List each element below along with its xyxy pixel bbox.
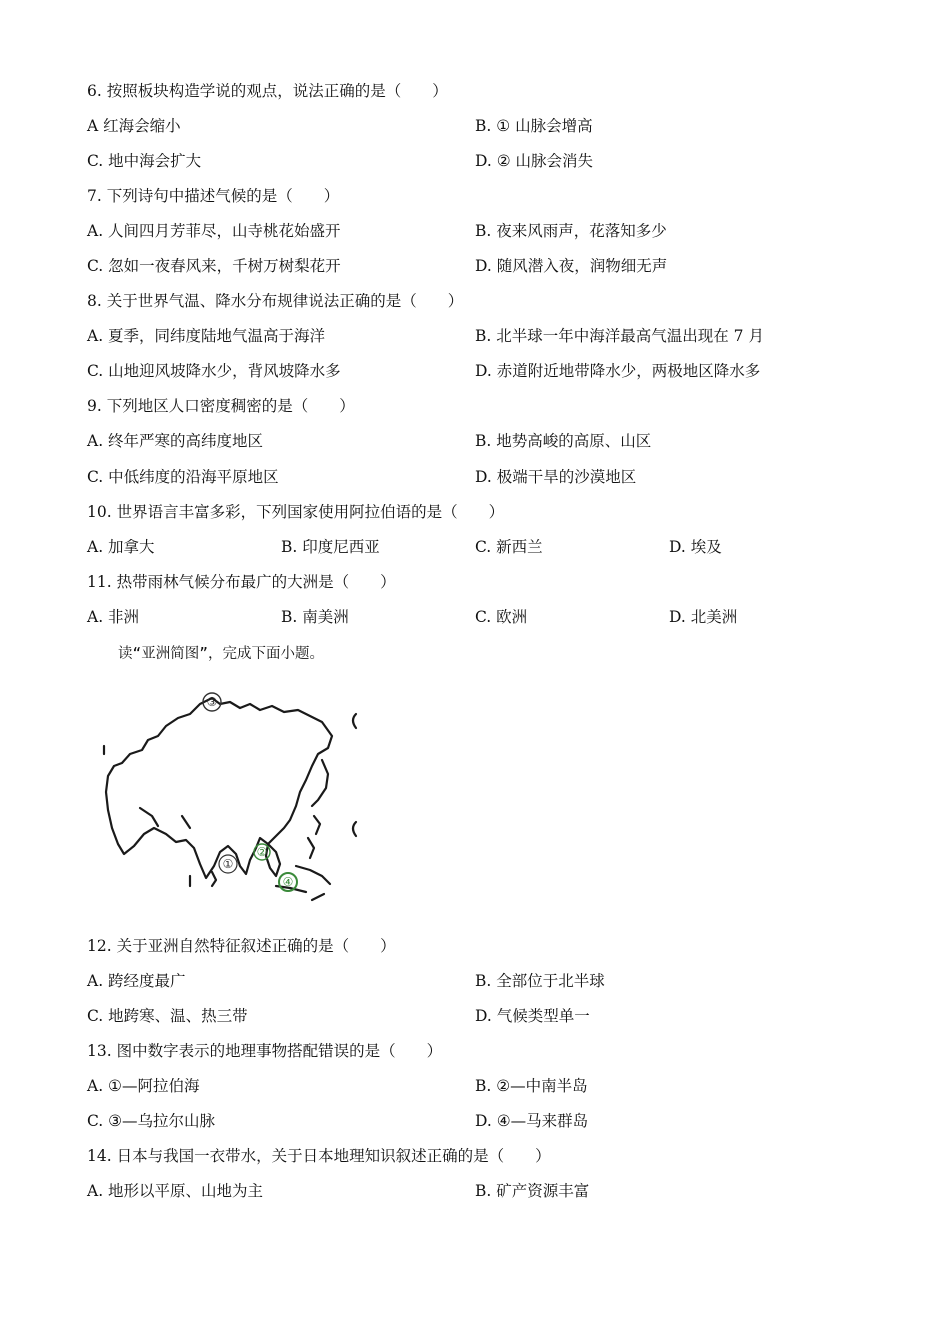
question-12-option-d: D. 气候类型单一: [475, 1007, 590, 1025]
question-8-option-d: D. 赤道附近地带降水少，两极地区降水多: [475, 362, 761, 380]
coast-notch-2: [182, 816, 190, 828]
question-7-option-d: D. 随风潜入夜，润物细无声: [475, 257, 668, 275]
question-9-stem: 9. 下列地区人口密度稠密的是（ ）: [87, 397, 355, 415]
question-7-option-a: A. 人间四月芳菲尽，山寺桃花始盛开: [87, 222, 341, 240]
question-14-option-a: A. 地形以平原、山地为主: [87, 1182, 264, 1200]
marker-2-label: ②: [256, 845, 268, 859]
question-13-option-a: A. ①—阿拉伯海: [87, 1077, 200, 1095]
question-8-option-b: B. 北半球一年中海洋最高气温出现在 7 月: [475, 327, 764, 345]
marker-1-label: ①: [222, 857, 234, 871]
question-10-option-a: A. 加拿大: [87, 538, 155, 556]
peninsula-outline: [266, 844, 280, 876]
question-13-stem: 13. 图中数字表示的地理事物搭配错误的是（ ）: [87, 1042, 443, 1060]
asia-sketch-map: [100, 688, 362, 912]
question-12-option-b: B. 全部位于北半球: [475, 972, 605, 990]
question-6-stem: 6. 按照板块构造学说的观点，说法正确的是（ ）: [87, 82, 448, 100]
island-outline-1: [314, 816, 320, 834]
japan-outline: [312, 760, 328, 806]
question-11-option-b: B. 南美洲: [281, 608, 349, 626]
question-10-option-c: C. 新西兰: [475, 538, 543, 556]
sri-lanka-outline: [212, 872, 216, 886]
question-8-stem: 8. 关于世界气温、降水分布规律说法正确的是（ ）: [87, 292, 464, 310]
coast-notch-1: [140, 808, 158, 826]
edge-mark-1: [353, 714, 356, 728]
question-12-option-c: C. 地跨寒、温、热三带: [87, 1007, 248, 1025]
question-13-option-b: B. ②—中南半岛: [475, 1077, 588, 1095]
island-outline-5: [312, 894, 324, 900]
question-9-option-b: B. 地势高峻的高原、山区: [475, 432, 652, 450]
island-outline-2: [308, 838, 314, 858]
question-9-option-d: D. 极端干旱的沙漠地区: [475, 468, 637, 486]
asia-outline: [106, 698, 332, 878]
map-intro: 读“亚洲简图”，完成下面小题。: [118, 646, 324, 662]
marker-3-label: ③: [206, 695, 218, 709]
question-10-option-b: B. 印度尼西亚: [281, 538, 380, 556]
question-7-option-c: C. 忽如一夜春风来，千树万树梨花开: [87, 257, 341, 275]
question-6-option-a: A 红海会缩小: [87, 117, 181, 135]
question-14-stem: 14. 日本与我国一衣带水，关于日本地理知识叙述正确的是（ ）: [87, 1147, 551, 1165]
question-11-option-c: C. 欧洲: [475, 608, 528, 626]
question-6-option-c: C. 地中海会扩大: [87, 152, 202, 170]
question-11-option-d: D. 北美洲: [669, 608, 738, 626]
question-10-stem: 10. 世界语言丰富多彩，下列国家使用阿拉伯语的是（ ）: [87, 503, 505, 521]
question-9-option-c: C. 中低纬度的沿海平原地区: [87, 468, 279, 486]
question-13-option-c: C. ③—乌拉尔山脉: [87, 1112, 216, 1130]
question-13-option-d: D. ④—马来群岛: [475, 1112, 589, 1130]
question-6-option-d: D. ② 山脉会消失: [475, 152, 594, 170]
edge-mark-2: [353, 822, 356, 836]
question-7-option-b: B. 夜来风雨声，花落知多少: [475, 222, 667, 240]
question-12-option-a: A. 跨经度最广: [87, 972, 186, 990]
question-8-option-a: A. 夏季，同纬度陆地气温高于海洋: [87, 327, 326, 345]
question-14-option-b: B. 矿产资源丰富: [475, 1182, 590, 1200]
question-12-stem: 12. 关于亚洲自然特征叙述正确的是（ ）: [87, 937, 396, 955]
question-10-option-d: D. 埃及: [669, 538, 722, 556]
island-outline-3: [296, 866, 330, 884]
marker-4-label: ④: [282, 875, 294, 889]
question-11-option-a: A. 非洲: [87, 608, 140, 626]
question-7-stem: 7. 下列诗句中描述气候的是（ ）: [87, 187, 340, 205]
question-11-stem: 11. 热带雨林气候分布最广的大洲是（ ）: [87, 573, 396, 591]
question-8-option-c: C. 山地迎风坡降水少，背风坡降水多: [87, 362, 341, 380]
question-6-option-b: B. ① 山脉会增高: [475, 117, 593, 135]
question-9-option-a: A. 终年严寒的高纬度地区: [87, 432, 264, 450]
